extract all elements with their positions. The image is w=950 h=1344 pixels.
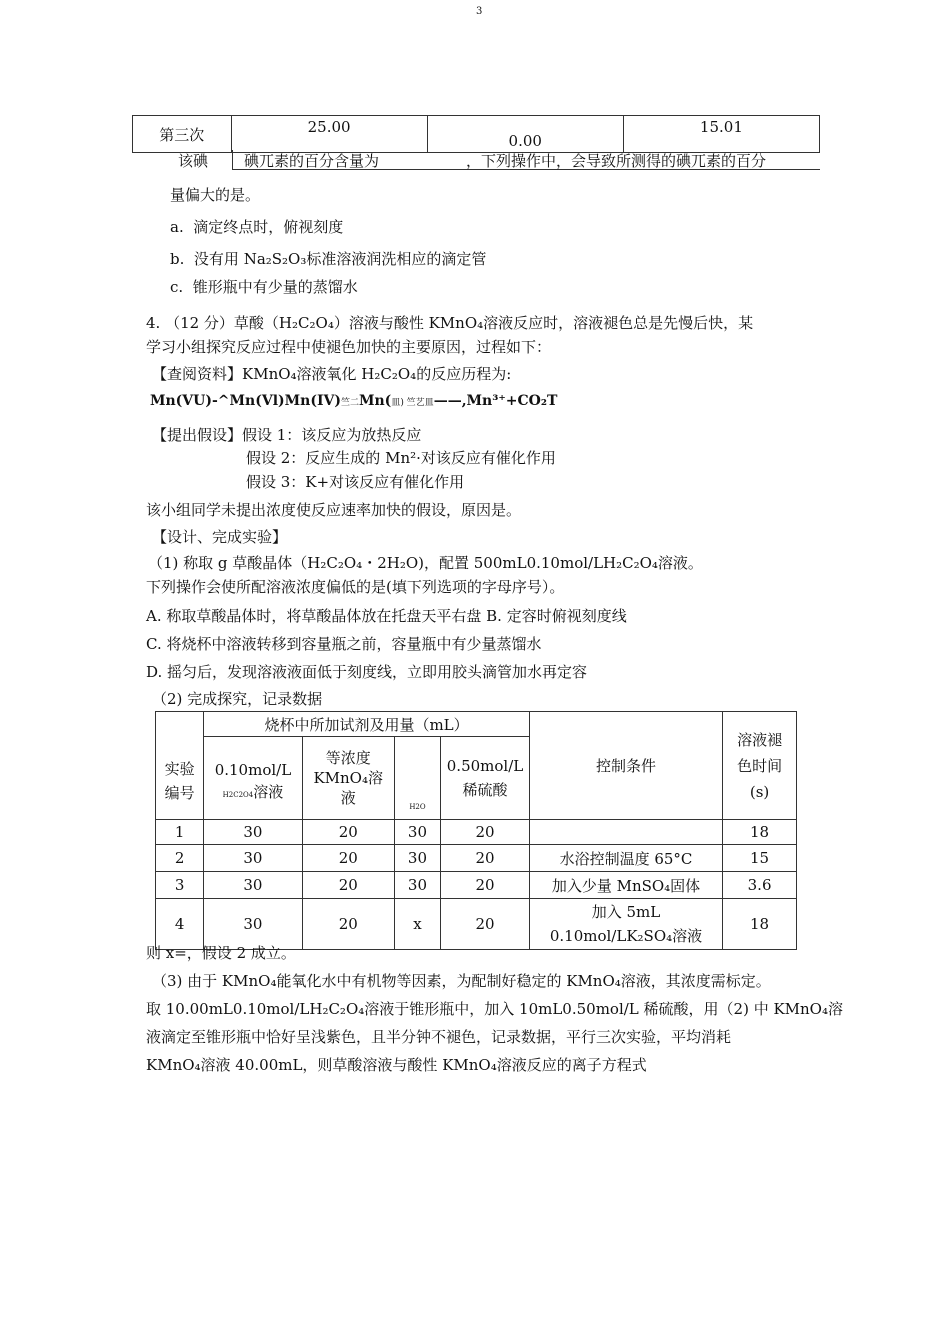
table-cell: 加入少量 MnSO₄固体 xyxy=(529,872,722,899)
q3-line1-b: 碘兀素的百分含量为 xyxy=(244,152,380,170)
then-line: 则 x=，假设 2 成立。 xyxy=(146,944,296,962)
reason-line: 该小组同学未提出浓度使反应速率加快的假设，原因是。 xyxy=(146,501,522,519)
header-kmno4: 等浓度 KMnO₄溶 液 xyxy=(302,737,394,820)
mechanism-part: ——,Mn³⁺+CO₂T xyxy=(433,393,558,409)
option-text: 锥形瓶中有少量的蒸馏水 xyxy=(192,278,358,296)
step-2: （2) 完成探究，记录数据 xyxy=(152,690,323,708)
row-label: 第三次 xyxy=(133,116,232,153)
table-cell: 20 xyxy=(441,845,530,872)
table-row xyxy=(133,116,820,153)
q3-line1-c: ，下列操作中，会导致所测得的碘兀素的百分 xyxy=(466,152,767,170)
q4-intro-1: 4. （12 分）草酸（H₂C₂O₄）溶液与酸性 KMnO₄溶液反应时，溶液褪色总是先慢后快，某 xyxy=(146,314,754,332)
table-header-row xyxy=(156,712,797,737)
table-cell: 20 xyxy=(441,820,530,845)
option-text: 没有用 Na₂S₂O₃标准溶液润洗相应的滴定管 xyxy=(193,250,487,268)
header-water: H2O xyxy=(394,737,440,820)
q4-intro-2: 学习小组探究反应过程中使褪色加快的主要原因，过程如下： xyxy=(146,338,552,356)
q3-line1-a: 该碘 xyxy=(178,152,209,170)
mechanism-part: Mn( xyxy=(359,393,392,409)
part3-line-1: （3) 由于 KMnO₄能氧化水中有机物等因素，为配制好稳定的 KMnO₄溶液，其浓度需标定。 xyxy=(152,972,771,990)
table-cell: 20 xyxy=(302,820,394,845)
titration-table xyxy=(132,115,820,153)
table-cell: 30 xyxy=(204,845,302,872)
hypothesis-1: 【提出假设】假设 1：该反应为放热反应 xyxy=(152,426,422,444)
header-time: 溶液褪 色时间 (s) xyxy=(723,712,797,820)
table-cell: 15.01 xyxy=(623,116,819,153)
table-cell: 30 xyxy=(394,845,440,872)
table-cell: 30 xyxy=(204,820,302,845)
table-cell: 3.6 xyxy=(723,872,797,899)
part3-line-2: 取 10.00mL0.10mol/LH₂C₂O₄溶液于锥形瓶中，加入 10mL0.50mol/L 稀硫酸，用（2) 中 KMnO₄溶 xyxy=(146,1000,843,1018)
table-cell: 4 xyxy=(156,899,204,950)
q3-line2: 量偏大的是。 xyxy=(170,186,261,204)
experiment-table xyxy=(155,711,797,950)
table-cell: 3 xyxy=(156,872,204,899)
table-cell: 水浴控制温度 65°C xyxy=(529,845,722,872)
table-cell: 20 xyxy=(302,872,394,899)
table-cell: 0.00 xyxy=(427,116,623,153)
table-cell: 15 xyxy=(723,845,797,872)
mechanism-part: 竺二 xyxy=(340,398,359,408)
header-experiment-no: 实验 编号 xyxy=(156,712,204,820)
option-letter: c. xyxy=(170,278,184,296)
table-cell: 30 xyxy=(394,872,440,899)
table-cell: 30 xyxy=(394,820,440,845)
step-1b: 下列操作会使所配溶液浓度偏低的是(填下列选项的字母序号）。 xyxy=(146,578,565,596)
table-cell: 20 xyxy=(441,872,530,899)
table-cell: 2 xyxy=(156,845,204,872)
option-D: D. 摇匀后，发现溶液液面低于刻度线，立即用胶头滴管加水再定容 xyxy=(146,663,588,681)
table-cell: 加入 5mL 0.10mol/LK₂SO₄溶液 xyxy=(529,899,722,950)
table-row xyxy=(156,872,797,899)
table-cell: 18 xyxy=(723,899,797,950)
table-cell: 25.00 xyxy=(231,116,427,153)
mechanism-equation xyxy=(150,393,557,409)
part3-line-4: KMnO₄溶液 40.00mL，则草酸溶液与酸性 KMnO₄溶液反应的离子方程式 xyxy=(146,1056,647,1074)
option-text: 滴定终点时，俯视刻度 xyxy=(193,218,344,236)
header-oxalic-acid: 0.10mol/L H2C2O4溶液 xyxy=(204,737,302,820)
header-condition: 控制条件 xyxy=(529,712,722,820)
divider xyxy=(232,150,233,170)
option-a xyxy=(170,216,343,237)
step-1: （1) 称取 g 草酸晶体（H₂C₂O₄・2H₂O)，配置 500mL0.10mol/LH₂C₂O₄溶液。 xyxy=(148,554,703,572)
table-cell: 20 xyxy=(302,845,394,872)
mechanism-part: Mn(VU)-^Mn(Vl)Mn(IV) xyxy=(150,393,341,409)
option-b xyxy=(170,248,486,269)
hypothesis-2: 假设 2：反应生成的 Mn²·对该反应有催化作用 xyxy=(246,449,556,467)
table-row xyxy=(156,845,797,872)
table-cell: 18 xyxy=(723,820,797,845)
hypothesis-3: 假设 3：K+对该反应有催化作用 xyxy=(246,473,465,491)
option-letter: b. xyxy=(170,250,185,268)
table-cell xyxy=(529,820,722,845)
mechanism-part: 皿) 竺艺皿 xyxy=(391,398,434,408)
design-heading: 【设计、完成实验】 xyxy=(152,528,288,546)
part3-line-3: 液滴定至锥形瓶中恰好呈浅紫色，且半分钟不褪色，记录数据，平行三次实验，平均消耗 xyxy=(146,1028,732,1046)
option-letter: a. xyxy=(170,218,184,236)
option-A-B: A. 称取草酸晶体时，将草酸晶体放在托盘天平右盘 B. 定容时俯视刻度线 xyxy=(146,607,627,625)
table-cell: x xyxy=(394,899,440,950)
table-cell: 20 xyxy=(441,899,530,950)
table-cell: 1 xyxy=(156,820,204,845)
page-number: 3 xyxy=(476,6,483,17)
ref-title: 【查阅资料】KMnO₄溶液氧化 H₂C₂O₄的反应历程为: xyxy=(152,365,512,383)
table-cell: 20 xyxy=(302,899,394,950)
table-cell: 30 xyxy=(204,899,302,950)
header-reagent-group: 烧杯中所加试剂及用量（mL） xyxy=(204,712,530,737)
table-cell: 30 xyxy=(204,872,302,899)
table-row xyxy=(156,820,797,845)
option-c xyxy=(170,276,358,297)
header-sulfuric-acid: 0.50mol/L 稀硫酸 xyxy=(441,737,530,820)
option-C: C. 将烧杯中溶液转移到容量瓶之前，容量瓶中有少量蒸馏水 xyxy=(146,635,542,653)
